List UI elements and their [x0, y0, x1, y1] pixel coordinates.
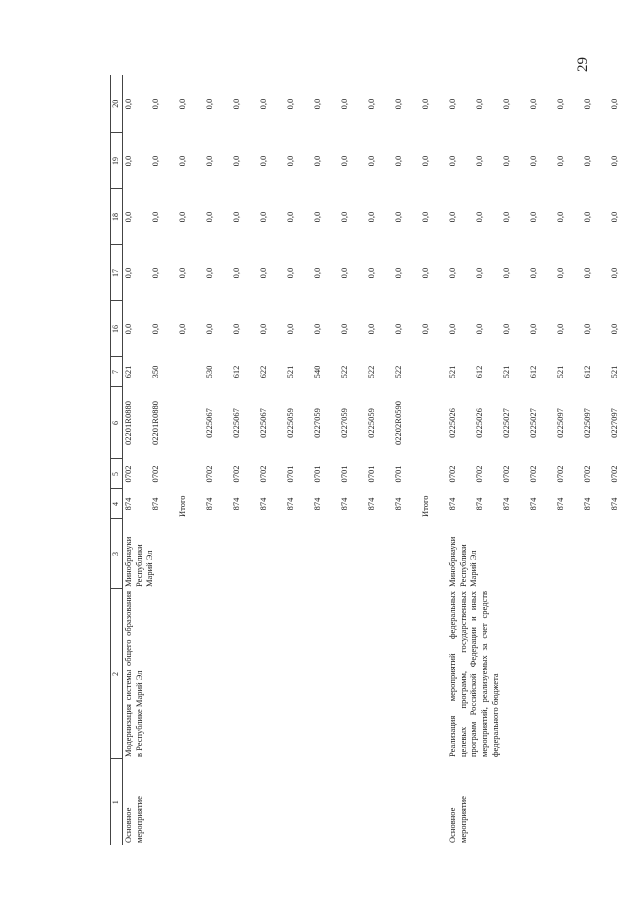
row-cell: 0225067 [258, 408, 268, 438]
total-label: Итого [177, 495, 187, 517]
column-number: 17 [110, 245, 123, 301]
row-cell: 0,0 [474, 323, 484, 335]
row-cell: 612 [231, 365, 241, 379]
row-cell: 0,0 [366, 98, 376, 110]
row-cell: 874 [582, 497, 592, 511]
row-cell: 0701 [339, 465, 349, 483]
row-cell: 0,0 [555, 211, 565, 223]
row-cell: 0,0 [258, 98, 268, 110]
column-number: 18 [110, 189, 123, 245]
row-cell: 0,0 [258, 323, 268, 335]
row-cell: 0702 [501, 465, 511, 483]
row-cell: 0227097 [609, 408, 619, 438]
row-cell: 874 [285, 497, 295, 511]
empty-cell [420, 387, 447, 459]
row-cell: 0225059 [366, 408, 376, 438]
row-cell: 874 [609, 497, 619, 511]
row-cell: 0,0 [204, 323, 214, 335]
row-cell: 0227059 [312, 408, 322, 438]
row-cell: 0,0 [150, 211, 160, 223]
total-value: 0,0 [420, 98, 430, 110]
row-cell: 874 [312, 497, 322, 511]
total-value: 0,0 [177, 211, 187, 223]
row-cell: 0,0 [204, 98, 214, 110]
row-cell: 612 [582, 365, 592, 379]
row-cell: 0,0 [285, 98, 295, 110]
empty-cell [177, 357, 204, 387]
row-cell: 621 [123, 365, 133, 379]
row-cell: 540 [312, 365, 322, 379]
row-cell: 0,0 [123, 211, 133, 223]
row-cell: 0,0 [339, 267, 349, 279]
row-cell: 0,0 [123, 98, 133, 110]
row-cell: 0,0 [150, 323, 160, 335]
row-cell: 874 [447, 497, 457, 511]
row-cell: 0,0 [393, 155, 403, 167]
executor: Минобрнауки Республики Марий Эл [123, 536, 155, 587]
row-cell: 0,0 [555, 323, 565, 335]
row-cell: 0,0 [150, 267, 160, 279]
total-value: 0,0 [420, 323, 430, 335]
budget-table [110, 75, 636, 845]
row-cell: 874 [393, 497, 403, 511]
row-cell: 0,0 [312, 155, 322, 167]
row-cell: 0702 [258, 465, 268, 483]
row-cell: 874 [528, 497, 538, 511]
table-row [123, 75, 151, 845]
row-cell: 0,0 [582, 267, 592, 279]
row-cell: 0,0 [528, 155, 538, 167]
row-cell: 0,0 [231, 98, 241, 110]
event-type: Основное мероприятие [447, 796, 468, 843]
row-cell: 0,0 [150, 155, 160, 167]
row-cell: 0225059 [285, 408, 295, 438]
row-cell: 530 [204, 365, 214, 379]
row-cell: 0,0 [528, 98, 538, 110]
row-cell: 0,0 [582, 98, 592, 110]
row-cell: 0701 [393, 465, 403, 483]
row-cell: 0,0 [528, 211, 538, 223]
row-cell: 0,0 [582, 323, 592, 335]
row-cell: 0,0 [555, 267, 565, 279]
row-cell: 0,0 [312, 98, 322, 110]
column-number: 19 [110, 133, 123, 189]
row-cell: 0,0 [231, 155, 241, 167]
column-number: 16 [110, 301, 123, 357]
row-cell: 0,0 [339, 211, 349, 223]
row-cell: 0,0 [366, 323, 376, 335]
row-cell: 0702 [582, 465, 592, 483]
total-value: 0,0 [177, 267, 187, 279]
row-cell: 0,0 [555, 98, 565, 110]
total-value: 0,0 [177, 98, 187, 110]
total-value: 0,0 [420, 211, 430, 223]
row-cell: 0,0 [312, 267, 322, 279]
row-cell: 612 [474, 365, 484, 379]
row-cell: 622 [258, 365, 268, 379]
row-cell: 0,0 [609, 98, 619, 110]
row-cell: 0702 [150, 465, 160, 483]
empty-cell [177, 459, 204, 489]
row-cell: 0,0 [258, 155, 268, 167]
row-cell: 0,0 [393, 211, 403, 223]
row-cell: 0,0 [231, 267, 241, 279]
row-cell: 0227059 [339, 408, 349, 438]
row-cell: 874 [231, 497, 241, 511]
row-cell: 0702 [555, 465, 565, 483]
row-cell: 521 [609, 365, 619, 379]
row-cell: 0225027 [528, 408, 538, 438]
row-cell: 0701 [366, 465, 376, 483]
row-cell: 0,0 [231, 323, 241, 335]
row-cell: 0,0 [447, 267, 457, 279]
row-cell: 0702 [474, 465, 484, 483]
row-cell: 874 [366, 497, 376, 511]
row-cell: 0,0 [447, 98, 457, 110]
table-top-rule [110, 75, 111, 845]
row-cell: 0702 [231, 465, 241, 483]
row-cell: 0,0 [609, 155, 619, 167]
row-cell: 0702 [609, 465, 619, 483]
row-cell: 0225026 [447, 408, 457, 438]
row-cell: 0225067 [231, 408, 241, 438]
row-cell: 612 [528, 365, 538, 379]
row-cell: 0225067 [204, 408, 214, 438]
row-cell: 0,0 [312, 323, 322, 335]
row-cell: 0,0 [339, 323, 349, 335]
row-cell: 0,0 [258, 267, 268, 279]
column-number: 2 [110, 589, 123, 759]
empty-cell [177, 387, 204, 459]
row-cell: 874 [474, 497, 484, 511]
row-cell: 0,0 [609, 323, 619, 335]
row-cell: 0,0 [123, 323, 133, 335]
row-cell: 0,0 [204, 155, 214, 167]
row-cell: 0,0 [285, 211, 295, 223]
row-cell: 0,0 [285, 155, 295, 167]
row-cell: 0225097 [555, 408, 565, 438]
row-cell: 874 [501, 497, 511, 511]
row-cell: 0,0 [501, 267, 511, 279]
row-cell: 0702 [123, 465, 133, 483]
page-number: 29 [575, 57, 591, 72]
row-cell: 874 [555, 497, 565, 511]
row-cell: 0,0 [528, 323, 538, 335]
row-cell: 0,0 [474, 267, 484, 279]
row-cell: 0,0 [339, 98, 349, 110]
row-cell: 0701 [312, 465, 322, 483]
row-cell: 0,0 [501, 323, 511, 335]
executor: Минобрнауки Республики Марий Эл [447, 536, 479, 587]
row-cell: 0702 [528, 465, 538, 483]
row-cell: 350 [150, 365, 160, 379]
row-cell: 874 [150, 497, 160, 511]
row-cell: 521 [501, 365, 511, 379]
row-cell: 0,0 [204, 267, 214, 279]
row-cell: 0,0 [285, 323, 295, 335]
row-cell: 0,0 [447, 155, 457, 167]
row-cell: 0,0 [501, 211, 511, 223]
row-cell: 0,0 [501, 155, 511, 167]
total-value: 0,0 [420, 267, 430, 279]
row-cell: 0,0 [312, 211, 322, 223]
row-cell: 0,0 [447, 211, 457, 223]
empty-cell [420, 459, 447, 489]
row-cell: 0,0 [582, 155, 592, 167]
total-label: Итого [420, 495, 430, 517]
row-cell: 522 [366, 365, 376, 379]
row-cell: 0,0 [609, 211, 619, 223]
row-cell: 521 [285, 365, 295, 379]
row-cell: 874 [123, 497, 133, 511]
row-cell: 0,0 [528, 267, 538, 279]
row-cell: 0,0 [204, 211, 214, 223]
row-cell: 0,0 [393, 98, 403, 110]
row-cell: 0225027 [501, 408, 511, 438]
row-cell: 521 [447, 365, 457, 379]
row-cell: 0225026 [474, 408, 484, 438]
column-number-header [110, 75, 123, 845]
row-cell: 522 [339, 365, 349, 379]
event-name: Модернизация системы общего образования в Республике Марий Эл [123, 591, 144, 757]
row-cell: 0,0 [339, 155, 349, 167]
row-cell: 0,0 [474, 98, 484, 110]
table-row [447, 75, 474, 845]
row-cell: 0,0 [501, 98, 511, 110]
row-cell: 874 [258, 497, 268, 511]
row-cell: 0,0 [258, 211, 268, 223]
row-cell: 0,0 [231, 211, 241, 223]
row-cell: 521 [555, 365, 565, 379]
column-number: 1 [110, 759, 123, 845]
row-cell: 522 [393, 365, 403, 379]
column-number: 7 [110, 357, 123, 387]
row-cell: 0701 [285, 465, 295, 483]
row-cell: 02202R0590 [393, 401, 403, 445]
row-cell: 874 [204, 497, 214, 511]
row-cell: 02201R0880 [150, 401, 160, 445]
total-value: 0,0 [177, 155, 187, 167]
row-cell: 0,0 [474, 155, 484, 167]
total-value: 0,0 [177, 323, 187, 335]
budget-table-rotated [110, 75, 619, 845]
column-number: 4 [110, 489, 123, 519]
row-cell: 0702 [447, 465, 457, 483]
column-number: 3 [110, 519, 123, 589]
total-value: 0,0 [420, 155, 430, 167]
row-cell: 0,0 [366, 267, 376, 279]
table-body [123, 75, 637, 845]
row-cell: 02201R0880 [123, 401, 133, 445]
row-cell: 0,0 [366, 155, 376, 167]
empty-cell [420, 357, 447, 387]
row-cell: 0702 [204, 465, 214, 483]
row-cell: 0,0 [609, 267, 619, 279]
row-cell: 0,0 [474, 211, 484, 223]
row-cell: 0,0 [366, 211, 376, 223]
row-cell: 0,0 [123, 155, 133, 167]
column-number: 5 [110, 459, 123, 489]
row-cell: 0,0 [582, 211, 592, 223]
row-cell: 0,0 [123, 267, 133, 279]
row-cell: 0,0 [447, 323, 457, 335]
row-cell: 0,0 [150, 98, 160, 110]
row-cell: 0,0 [393, 267, 403, 279]
column-number: 20 [110, 75, 123, 133]
row-cell: 874 [339, 497, 349, 511]
row-cell: 0,0 [393, 323, 403, 335]
event-type: Основное мероприятие [123, 796, 144, 843]
row-cell: 0,0 [555, 155, 565, 167]
column-number: 6 [110, 387, 123, 459]
event-name: Реализация мероприятий федеральных целевых программ, государственных программ Российской Федерации и иных мероприятий, реализуемых за счет средств федерального бюджета [447, 591, 500, 757]
row-cell: 0,0 [285, 267, 295, 279]
row-cell: 0225097 [582, 408, 592, 438]
